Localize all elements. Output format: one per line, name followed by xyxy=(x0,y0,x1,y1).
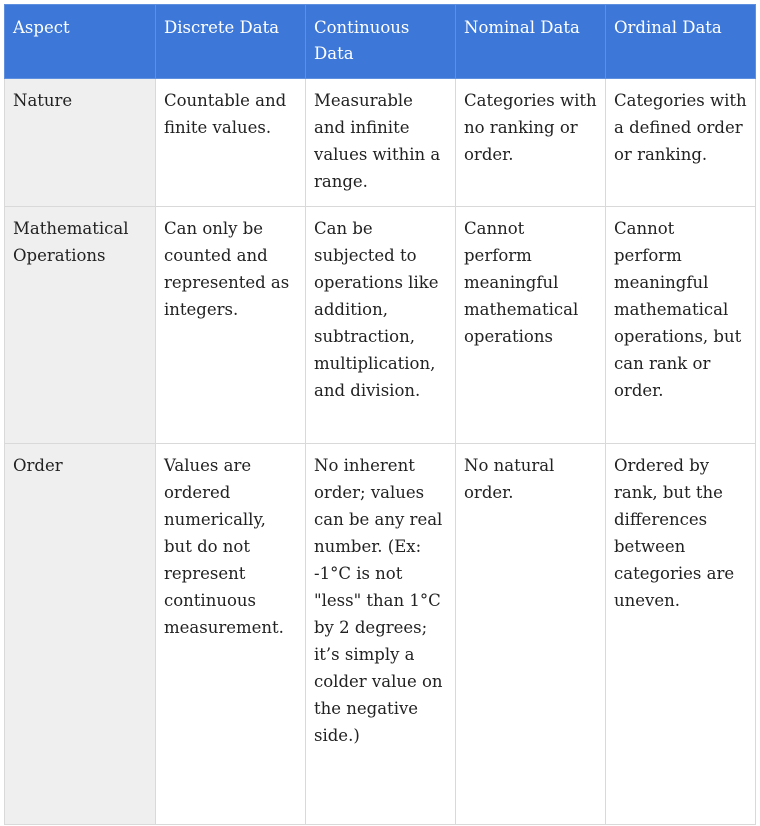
cell-discrete: Countable and finite values. xyxy=(156,79,306,207)
cell-continuous: No inherent order; values can be any real number. (Ex: -1°C is not "less" than 1°C by 2 degrees; it’s simply a colder value on the negative side.) xyxy=(306,444,456,825)
cell-continuous: Can be subjected to operations like addition, subtraction, multiplication, and division. xyxy=(306,207,456,444)
cell-nominal: Cannot perform meaningful mathematical operations xyxy=(456,207,606,444)
row-label: Order xyxy=(5,444,156,825)
cell-ordinal: Ordered by rank, but the differences between categories are uneven. xyxy=(606,444,756,825)
row-label: Mathematical Operations xyxy=(5,207,156,444)
cell-continuous: Measurable and infinite values within a range. xyxy=(306,79,456,207)
cell-discrete: Can only be counted and represented as integers. xyxy=(156,207,306,444)
header-ordinal-data: Ordinal Data xyxy=(606,5,756,79)
table-row-mathematical-operations xyxy=(5,207,756,444)
comparison-table-container xyxy=(4,4,756,825)
row-label: Nature xyxy=(5,79,156,207)
cell-nominal: Categories with no ranking or order. xyxy=(456,79,606,207)
table-row-order xyxy=(5,444,756,825)
cell-discrete: Values are ordered numerically, but do not represent continuous measurement. xyxy=(156,444,306,825)
table-row-nature xyxy=(5,79,756,207)
cell-nominal: No natural order. xyxy=(456,444,606,825)
header-continuous-data: Continuous Data xyxy=(306,5,456,79)
table-header-row xyxy=(5,5,756,79)
header-discrete-data: Discrete Data xyxy=(156,5,306,79)
header-nominal-data: Nominal Data xyxy=(456,5,606,79)
header-aspect: Aspect xyxy=(5,5,156,79)
cell-ordinal: Categories with a defined order or ranking. xyxy=(606,79,756,207)
data-types-comparison-table xyxy=(4,4,756,825)
cell-ordinal: Cannot perform meaningful mathematical operations, but can rank or order. xyxy=(606,207,756,444)
